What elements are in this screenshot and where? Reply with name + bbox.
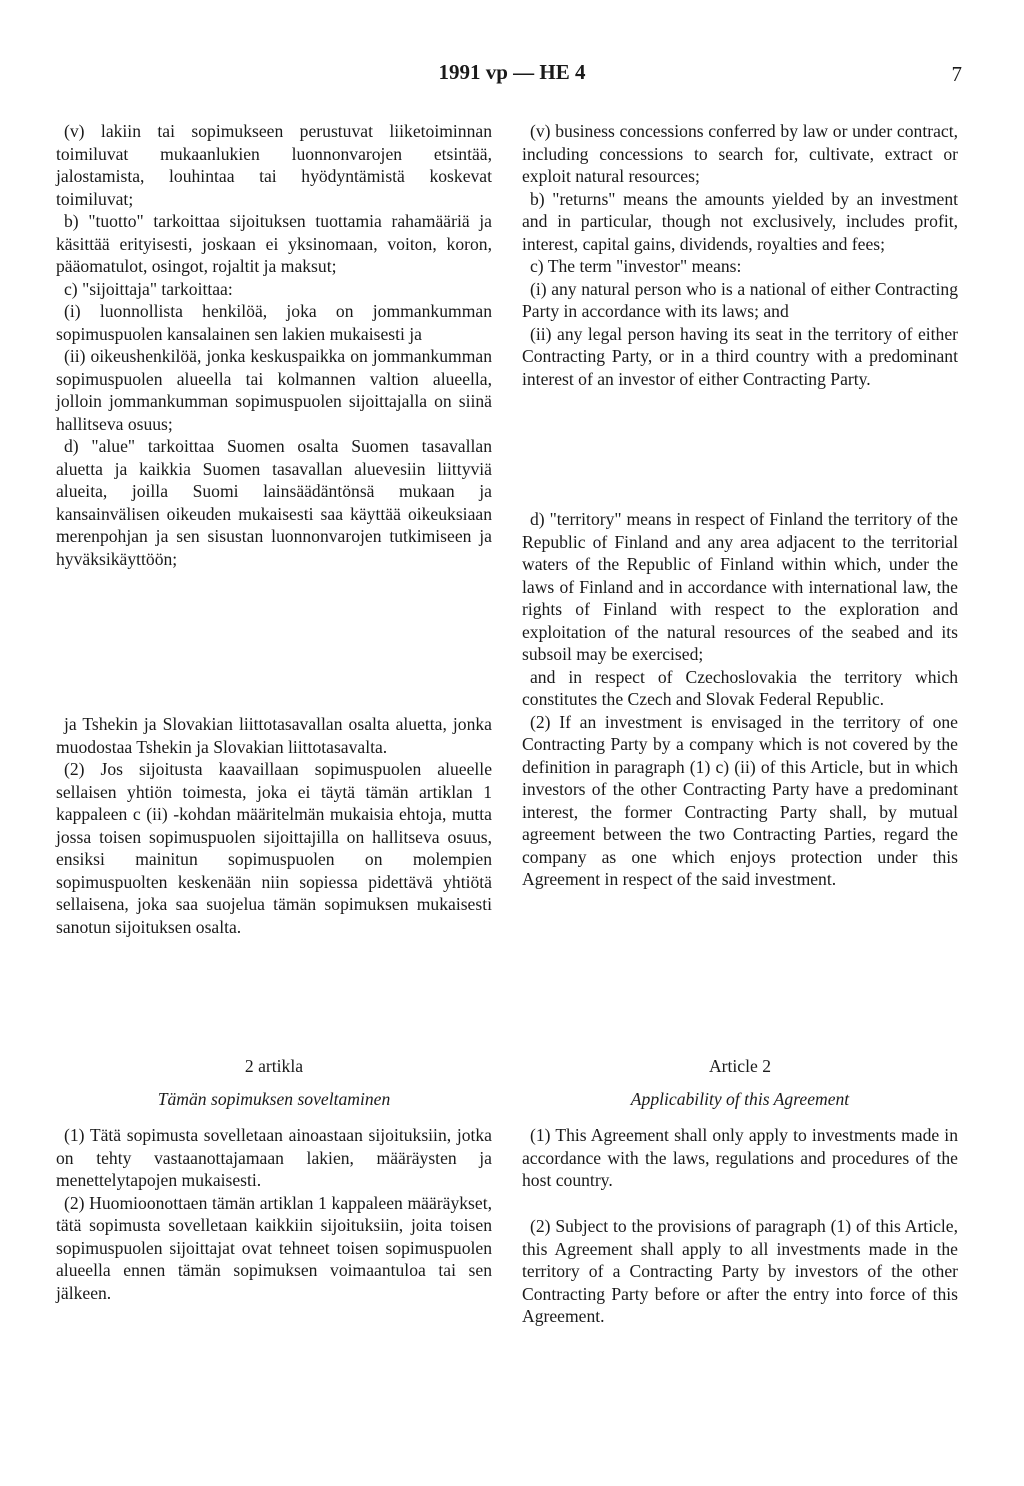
- paragraph: b) "tuotto" tarkoittaa sijoituksen tuottamia rahamääriä ja käsittää erityisesti, joskaan ei yksinomaan, voiton, koron, pääomatulot, osingot, rojaltit ja maksut;: [56, 211, 492, 276]
- paragraph: d) "territory" means in respect of Finland the territory of the Republic of Finland and any area adjacent to the territorial waters of the Republic of Finland within which, under the laws of Finland and in accordance with international law, the rights of Finland with respect to the exploration and exploitation of the natural resources of the seabed and its subsoil may be exercised;: [522, 509, 958, 664]
- paragraph: (2) Subject to the provisions of paragraph (1) of this Article, this Agreement shall apply to all investments made in the territory of a Contracting Party by investors of the other Contracting Party before or after the entry into force of this Agreement.: [522, 1216, 958, 1326]
- paragraph: (ii) any legal person having its seat in the territory of either Contracting Party, or in a third country with a predominant interest of an investor of either Contracting Party.: [522, 323, 958, 389]
- paragraph: d) "alue" tarkoittaa Suomen osalta Suomen tasavallan aluetta ja kaikkia Suomen tasavallan aluevesiin liittyviä alueita, joilla Suomi lainsäädäntönsä mukaan ja kansainvälisen oikeuden mukaisesti saa käyttää oikeuksiaan merenpohjan ja sen sisustan luonnonvarojen tutkimiseen ja hyväksikäyttöön;: [56, 436, 492, 569]
- paragraph: (1) Tätä sopimusta sovelletaan ainoastaan sijoituksiin, jotka on tehty vastaanottajamaan lakien, määräysten ja menettelytapojen mukaisesti.: [56, 1125, 492, 1190]
- paragraph: c) The term "investor" means:: [530, 256, 742, 276]
- paragraph: (2) If an investment is envisaged in the territory of one Contracting Party by a company which is not covered by the definition in paragraph (1) c) (ii) of this Article, but in which investors of the other Contracting Party have a predominant interest, the former Contracting Party shall, by mutual agreement between the two Contracting Parties, regard the company as one which enjoys protection under this Agreement in respect of the said investment.: [522, 711, 958, 889]
- finnish-block-definitions: [56, 120, 492, 570]
- page-header: [0, 60, 1024, 90]
- finnish-block-applicability: [56, 1124, 492, 1304]
- article-title: Applicability of this Agreement: [630, 1088, 850, 1109]
- paragraph: (2) Jos sijoitusta kaavaillaan sopimuspuolen alueelle sellaisen yhtiön toimesta, joka ei täytä tämän artiklan 1 kappaleen c (ii) -kohdan määritelmän mukaisia ehtoja, mutta jossa toisen sopimuspuolen sijoittajilla on hallitseva osuus, ensiksi mainitun sopimuspuolen on molempien sopimuspuolten keskenään niin sopiessa pidettävä yhtiötä sellaisena, joka saa suojelua tämän sopimuksen mukaisesti sanotun sijoituksen osalta.: [56, 759, 492, 937]
- english-block-territory: [522, 508, 958, 891]
- page-number: 7: [951, 62, 962, 86]
- paragraph: (v) business concessions conferred by law or under contract, including concessions to search for, cultivate, extract or exploit natural resources;: [522, 121, 958, 186]
- article-number: Article 2: [708, 1056, 772, 1076]
- finnish-block-territory: [56, 713, 492, 938]
- paragraph: b) "returns" means the amounts yielded by an investment and in particular, though not exclusively, includes profit, interest, capital gains, dividends, royalties and fees;: [522, 188, 958, 254]
- article-number: 2 artikla: [244, 1056, 304, 1076]
- english-block-applicability: [522, 1124, 958, 1192]
- english-block-definitions: [522, 120, 958, 390]
- paragraph: (v) lakiin tai sopimukseen perustuvat liiketoiminnan toimiluvat mukaanlukien luonnonvarojen etsintää, jalostamista, louhintaa tai hyödyntämistä koskevat toimiluvat;: [56, 121, 492, 209]
- finnish-article-heading: [56, 1055, 492, 1110]
- paragraph: (2) Huomioonottaen tämän artiklan 1 kappaleen määräykset, tätä sopimusta sovelletaan kaikkiin sijoituksiin, joita toisen sopimuspuolen sijoittajat ovat tehneet toisen sopimuspuolen alueella ennen tämän sopimuksen voimaantuloa tai sen jälkeen.: [56, 1192, 492, 1303]
- paragraph: ja Tshekin ja Slovakian liittotasavallan osalta aluetta, jonka muodostaa Tshekin ja Slovakian liittotasavalta.: [56, 714, 492, 757]
- paragraph: (1) This Agreement shall only apply to investments made in accordance with the laws, regulations and procedures of the host country.: [522, 1125, 958, 1190]
- paragraph: c) "sijoittaja" tarkoittaa:: [64, 278, 233, 299]
- english-block-scope: [522, 1215, 958, 1328]
- paragraph: (ii) oikeushenkilöä, jonka keskuspaikka on jommankumman sopimuspuolen alueella tai kolmannen valtion alueella, jolloin jommankumman sopimuspuolen sijoittajalla on siinä hallitseva osuus;: [56, 346, 492, 434]
- running-head: 1991 vp — HE 4: [438, 60, 586, 84]
- paragraph: and in respect of Czechoslovakia the territory which constitutes the Czech and Slovak Federal Republic.: [522, 666, 958, 709]
- paragraph: (i) luonnollista henkilöä, joka on jommankumman sopimuspuolen kansalainen sen lakien mukaisesti ja: [56, 301, 492, 344]
- article-title: Tämän sopimuksen soveltaminen: [157, 1088, 391, 1109]
- english-article-heading: [522, 1055, 958, 1110]
- paragraph: (i) any natural person who is a national of either Contracting Party in accordance with its laws; and: [522, 278, 958, 321]
